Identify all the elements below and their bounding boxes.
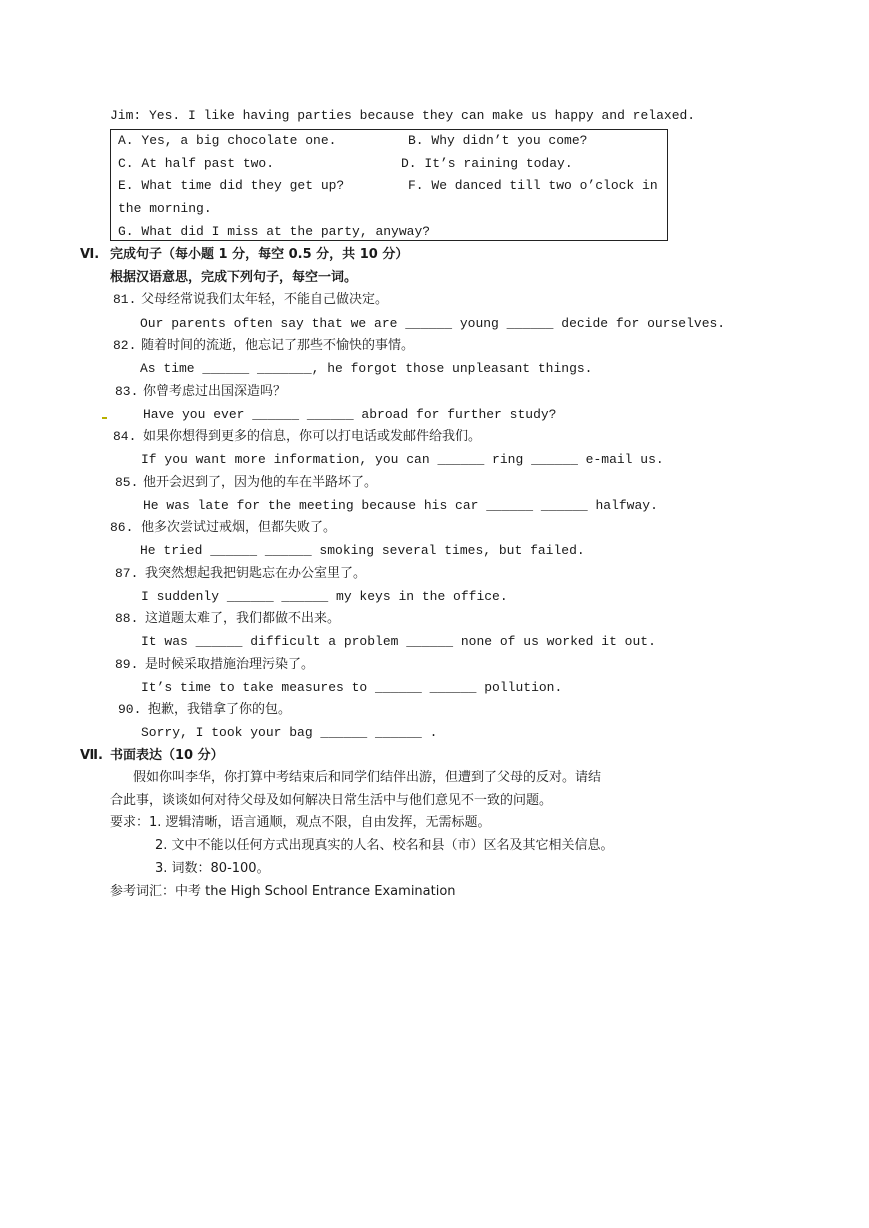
item-chinese: 随着时间的流逝，他忘记了那些不愉快的事情。 — [141, 338, 415, 353]
item-number: 89. — [115, 657, 139, 672]
item-number: 82. — [113, 338, 137, 353]
item-chinese: 这道题太难了，我们都做不出来。 — [145, 611, 341, 626]
requirement-2: 2. 文中不能以任何方式出现真实的人名、校名和县（市）区名及其它相关信息。 — [155, 838, 614, 853]
option-a: A. Yes, a big chocolate one. — [118, 133, 337, 148]
item-number: 84. — [113, 429, 137, 444]
option-d: D. It’s raining today. — [401, 156, 573, 171]
item-number: 90. — [118, 702, 142, 717]
item-english: He tried ______ ______ smoking several times, but failed. — [140, 543, 585, 558]
item-number: 88. — [115, 611, 139, 626]
jim-dialogue-line: Jim: Yes. I like having parties because they can make us happy and relaxed. — [110, 108, 696, 123]
item-chinese: 他多次尝试过戒烟，但都失败了。 — [141, 520, 337, 535]
writing-prompt-line-2: 合此事，谈谈如何对待父母及如何解决日常生活中与他们意见不一致的问题。 — [110, 793, 553, 808]
item-chinese: 如果你想得到更多的信息，你可以打电话或发邮件给我们。 — [143, 429, 482, 444]
section-6-title: 完成句子（每小题 1 分，每空 0.5 分，共 10 分） — [110, 247, 409, 262]
option-e: E. What time did they get up? — [118, 178, 345, 193]
requirement-3: 3. 词数：80-100。 — [155, 861, 270, 876]
item-number: 86. — [110, 520, 134, 535]
item-chinese: 父母经常说我们太年轻，不能自己做决定。 — [141, 292, 389, 307]
section-6-numeral: Ⅵ. — [80, 247, 100, 262]
item-english: If you want more information, you can ______ ring ______ e-mail us. — [141, 452, 664, 467]
item-number: 83. — [115, 384, 139, 399]
option-c: C. At half past two. — [118, 156, 275, 171]
item-chinese: 你曾考虑过出国深造吗？ — [143, 384, 287, 399]
item-english: It was ______ difficult a problem ______ none of us worked it out. — [141, 634, 656, 649]
item-chinese: 是时候采取措施治理污染了。 — [145, 657, 315, 672]
option-b: B. Why didn’t you come? — [408, 133, 588, 148]
item-english: Have you ever ______ ______ abroad for further study? — [143, 407, 557, 422]
stray-ink-mark — [102, 417, 107, 419]
item-number: 81. — [113, 292, 137, 307]
item-english: As time ______ _______, he forgot those unpleasant things. — [140, 361, 593, 376]
item-english: Sorry, I took your bag ______ ______ . — [141, 725, 438, 740]
item-english: Our parents often say that we are ______ young ______ decide for ourselves. — [140, 316, 726, 331]
option-f: F. We danced till two o’clock in — [408, 178, 658, 193]
section-7-numeral: Ⅶ. — [80, 748, 103, 763]
item-number: 85. — [115, 475, 139, 490]
option-g: G. What did I miss at the party, anyway? — [118, 224, 431, 239]
section-7-title: 书面表达（10 分） — [110, 748, 224, 763]
item-chinese: 我突然想起我把钥匙忘在办公室里了。 — [145, 566, 367, 581]
item-english: It’s time to take measures to ______ ______ pollution. — [141, 680, 563, 695]
requirement-1: 要求：1. 逻辑清晰，语言通顺，观点不限，自由发挥，无需标题。 — [110, 815, 491, 830]
item-chinese: 他开会迟到了，因为他的车在半路坏了。 — [143, 475, 378, 490]
option-f-continued: the morning. — [118, 201, 212, 216]
writing-prompt-line-1: 假如你叫李华，你打算中考结束后和同学们结伴出游，但遭到了父母的反对。请结 — [133, 770, 602, 785]
reference-vocabulary: 参考词汇：中考 the High School Entrance Examination — [110, 884, 456, 899]
item-english: I suddenly ______ ______ my keys in the office. — [141, 589, 508, 604]
item-number: 87. — [115, 566, 139, 581]
section-6-instruction: 根据汉语意思，完成下列句子，每空一词。 — [110, 270, 358, 285]
item-chinese: 抱歉，我错拿了你的包。 — [148, 702, 292, 717]
item-english: He was late for the meeting because his car ______ ______ halfway. — [143, 498, 658, 513]
